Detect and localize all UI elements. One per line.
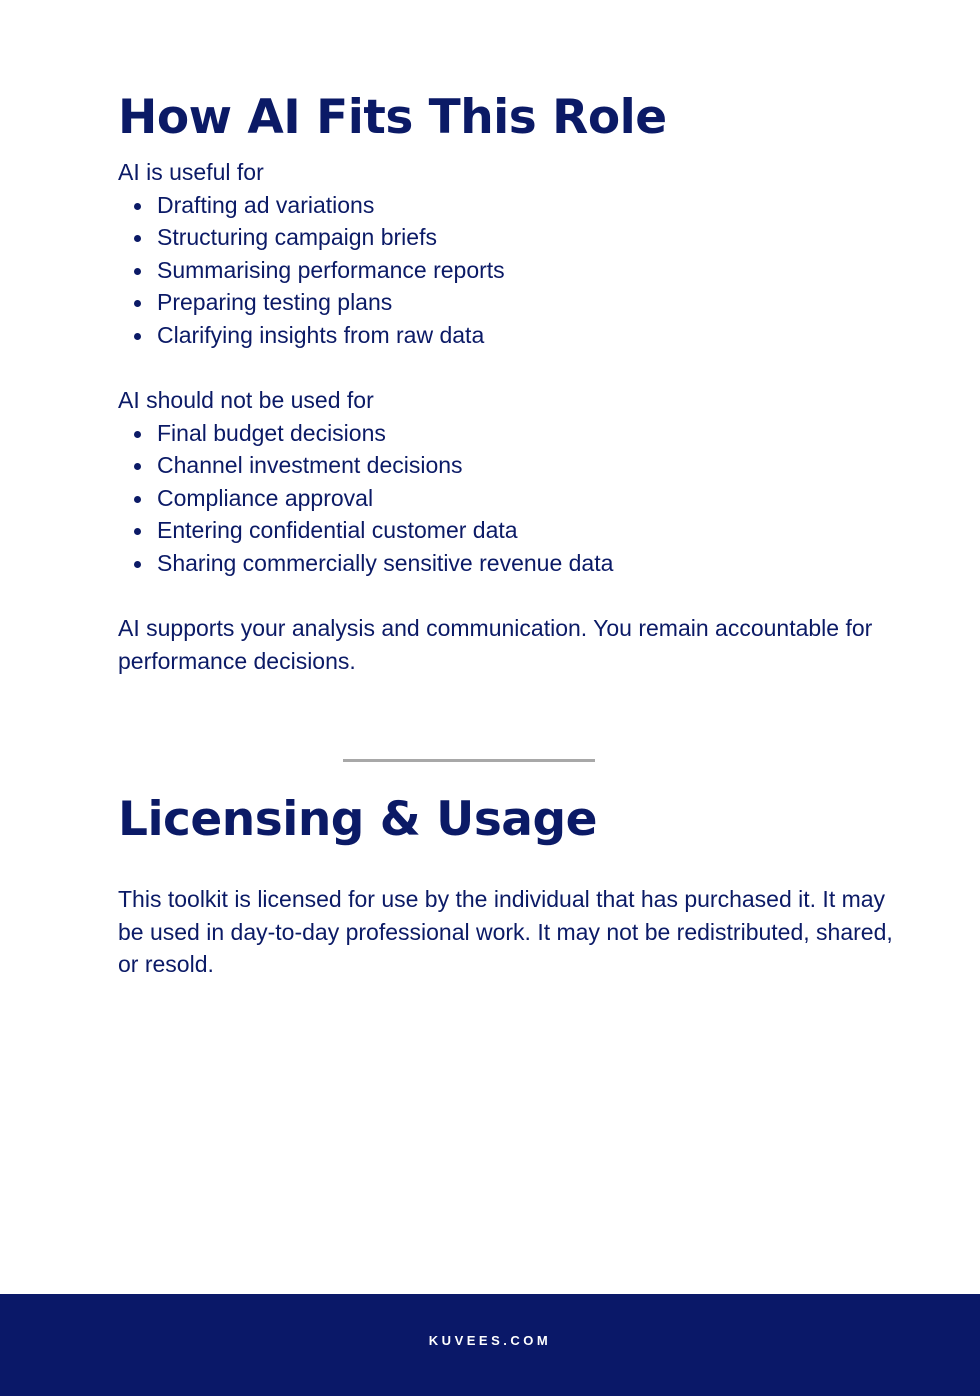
list-item-label: Preparing testing plans [157,289,393,315]
list-item-label: Entering confidential customer data [157,517,518,543]
bullet-icon [134,268,141,275]
bullet-icon [134,496,141,503]
section-title-ai-role: How AI Fits This Role [118,90,667,145]
list-item [118,547,898,580]
bullet-icon [134,235,141,242]
list-item-label: Compliance approval [157,484,374,511]
list-item [118,254,898,287]
bullet-icon [134,203,141,210]
list-item-label: Drafting ad variations [157,191,375,218]
bullet-icon [134,528,141,535]
list-item [118,482,898,515]
list-item-label: Structuring campaign briefs [157,224,437,250]
list-item [118,514,898,547]
not-used-for-intro: AI should not be used for [118,387,374,413]
list-item-label: Channel investment decisions [157,452,463,478]
section-title-licensing: Licensing & Usage [118,792,598,847]
not-used-for-list [118,417,898,580]
not-used-for-block [118,384,898,579]
list-item-label: Summarising performance reports [157,256,505,283]
list-item-label: Final budget decisions [157,419,386,446]
bullet-icon [134,561,141,568]
useful-for-list [118,189,898,352]
list-item [118,221,898,254]
licensing-body: This toolkit is licensed for use by the individual that has purchased it. It may be used in day-to-day professional work. It may not be redistributed, shared, or resold. [118,886,893,977]
bullet-icon [134,463,141,470]
list-item [118,189,898,222]
list-item-label: Clarifying insights from raw data [157,321,485,348]
bullet-icon [134,333,141,340]
useful-for-intro: AI is useful for [118,159,264,185]
section-divider [343,759,595,762]
list-item [118,319,898,352]
list-item [118,417,898,450]
list-item [118,449,898,482]
bullet-icon [134,300,141,307]
list-item-label: Sharing commercially sensitive revenue data [157,549,614,576]
list-item [118,286,898,319]
footer-site-link[interactable]: KUVEES.COM [428,1333,552,1348]
bullet-icon [134,431,141,438]
useful-for-block [118,156,898,351]
accountability-summary: AI supports your analysis and communication. You remain accountable for performance decisions. [118,615,873,674]
